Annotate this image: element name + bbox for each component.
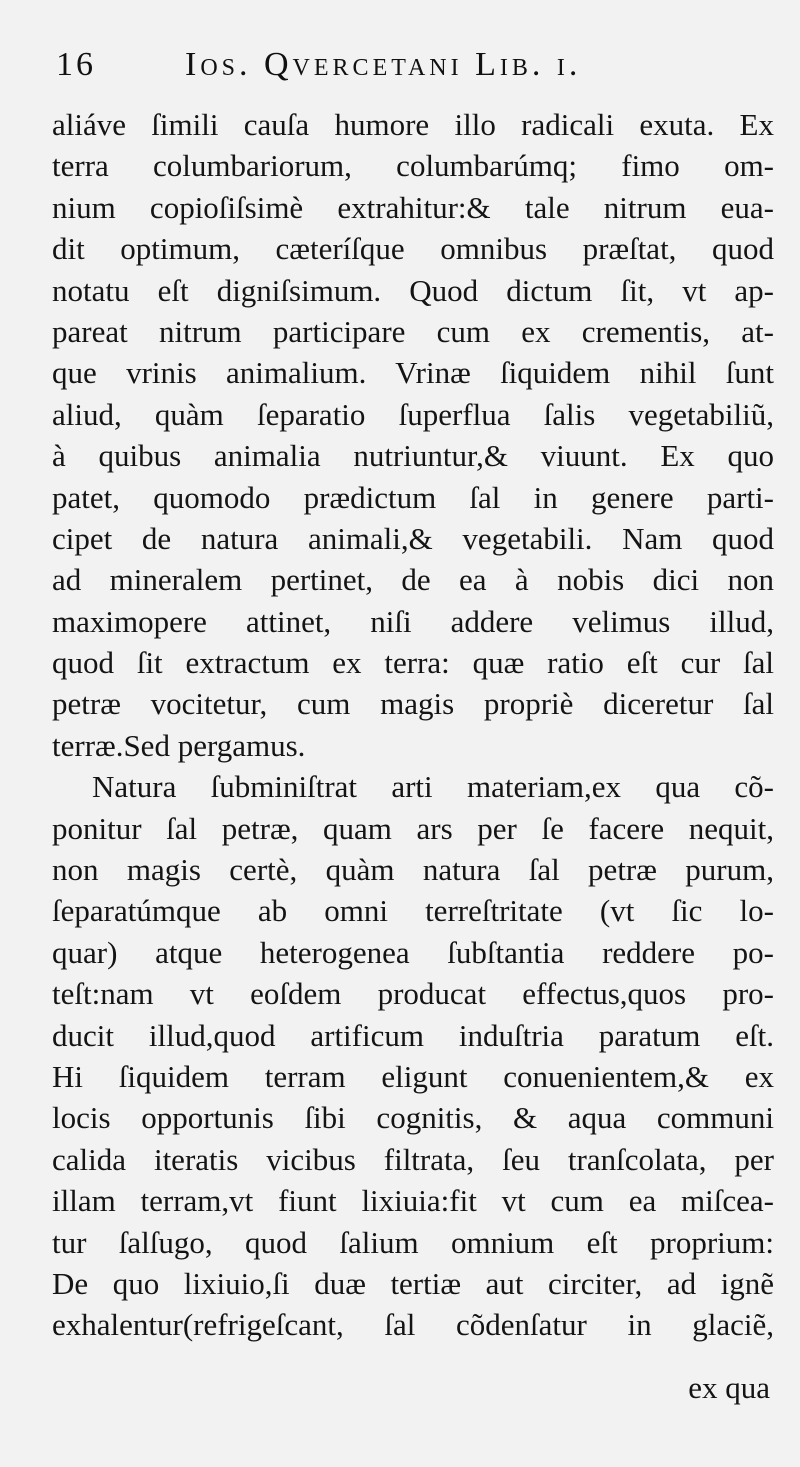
text-line: tur ſalſugo, quod ſalium omnium eſt proprium:	[52, 1224, 774, 1260]
text-line: Hi ſiquidem terram eligunt conuenientem,& ex	[52, 1058, 774, 1094]
page-number: 16	[56, 46, 96, 83]
text-line: De quo lixiuio,ſi duæ tertiæ aut circiter, ad ignẽ	[52, 1265, 774, 1301]
text-line: que vrinis animalium. Vrinæ ſiquidem nihil ſunt	[52, 355, 774, 391]
text-line: locis opportunis ſibi cognitis, & aqua communi	[52, 1100, 774, 1136]
text-line: exhalentur(refrigeſcant, ſal cõdenſatur in glaciẽ,	[52, 1307, 774, 1343]
text-line: calida iteratis vicibus filtrata, ſeu tranſcolata, per	[52, 1141, 774, 1177]
text-line: ponitur ſal petræ, quam ars per ſe facere nequit,	[52, 810, 774, 846]
text-line: terra columbariorum, columbarúmq; fimo om-	[52, 148, 774, 184]
text-line: cipet de natura animali,& vegetabili. Nam quod	[52, 520, 774, 556]
text-line: pareat nitrum participare cum ex crementis, at-	[52, 313, 774, 349]
text-line: non magis certè, quàm natura ſal petræ purum,	[52, 852, 774, 888]
running-head: Ios. Qvercetani Lib. i.	[185, 46, 582, 83]
text-line: notatu eſt digniſsimum. Quod dictum ſit, vt ap-	[52, 272, 774, 308]
page-header	[50, 46, 750, 96]
text-line: dit optimum, cæteríſque omnibus præſtat, quod	[52, 231, 774, 267]
text-line: petræ vocitetur, cum magis propriè diceretur ſal	[52, 686, 774, 722]
text-line: aliud, quàm ſeparatio ſuperflua ſalis vegetabiliũ,	[52, 396, 774, 432]
paragraph-end-line: terræ.Sed pergamus.	[52, 727, 306, 763]
text-line: aliáve ſimili cauſa humore illo radicali exuta. Ex	[52, 107, 774, 142]
text-line: ſeparatúmque ab omni terreſtritate (vt ſic lo-	[52, 893, 774, 929]
catchword: ex qua	[688, 1370, 770, 1405]
text-line: patet, quomodo prædictum ſal in genere parti-	[52, 479, 774, 515]
text-line: ad mineralem pertinet, de ea à nobis dici non	[52, 562, 774, 598]
text-line: teſt:nam vt eoſdem producat effectus,quos pro-	[52, 976, 774, 1012]
text-line: quod ſit extractum ex terra: quæ ratio eſt cur ſal	[52, 645, 774, 681]
text-line: ducit illud,quod artificum induſtria paratum eſt.	[52, 1017, 774, 1053]
paragraph-start-line: Natura ſubminiſtrat arti materiam,ex qua cõ-	[92, 769, 774, 805]
text-line: illam terram,vt fiunt lixiuia:fit vt cum ea miſcea-	[52, 1183, 774, 1219]
text-line: nium copioſiſsimè extrahitur:& tale nitrum eua-	[52, 189, 774, 225]
text-line: à quibus animalia nutriuntur,& viuunt. Ex quo	[52, 438, 774, 474]
text-line: maximopere attinet, niſi addere velimus illud,	[52, 603, 774, 639]
text-line: quar) atque heterogenea ſubſtantia reddere po-	[52, 934, 774, 970]
body-text	[52, 104, 774, 1346]
